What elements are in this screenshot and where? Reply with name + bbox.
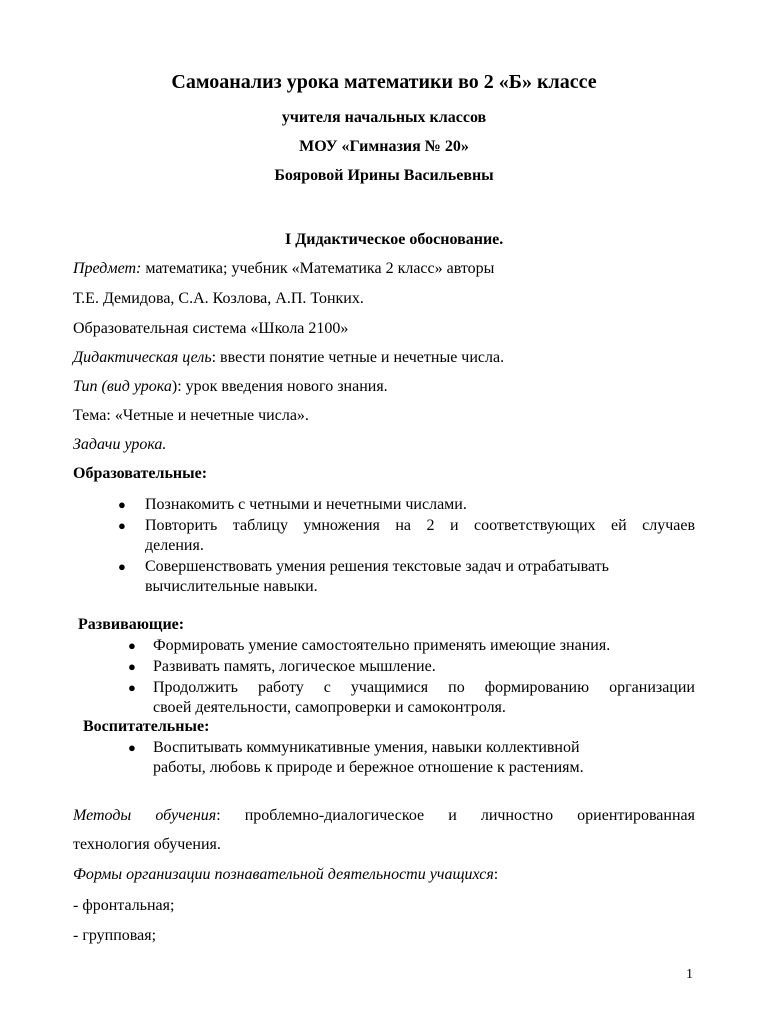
subject-line [73,259,494,279]
methods-label: Методы обучения [73,807,217,824]
list-item: Формировать умение самостоятельно применять имеющие знания. [153,637,611,654]
goal-label: Дидактическая цель [73,349,212,366]
list-item: Развивать память, логическое мышление. [153,658,436,675]
list-item: Повторить таблицу умножения на 2 и соответствующих ей случаев [145,517,695,534]
methods-continuation: технология обучения. [73,836,221,853]
forms-label: Формы организации познавательной деятельности учащихся [73,866,494,883]
forms-colon: : [493,866,499,883]
theme-line: Тема: «Четные и нечетные числа». [73,407,309,424]
upbringing-heading: Воспитательные: [83,718,210,735]
methods-text: : проблемно-диалогическое и личностно ориентированная [216,807,695,824]
page-number: 1 [686,967,693,982]
teacher-name: Бояровой Ирины Васильевны [274,167,494,184]
subject-text: математика; учебник «Математика 2 класс» авторы [141,260,495,277]
bullet-icon: ● [128,659,136,674]
list-item: Совершенствовать умения решения текстовые задач и отрабатывать [145,558,609,575]
bullet-icon: ● [128,680,136,695]
list-item-continuation: вычислительные навыки. [145,578,318,595]
lesson-type-text: ): урок введения нового знания. [171,378,388,395]
goal-text: : ввести понятие четные и нечетные числа. [211,349,505,366]
lesson-type-label: Тип (вид урока [73,378,172,395]
tasks-label: Задачи урока. [73,436,167,453]
list-item: - фронтальная; [73,897,175,914]
list-item: Продолжить работу с учащимися по формированию организации [153,679,695,696]
list-item: Познакомить с четными и нечетными числами. [145,496,467,513]
bullet-icon: ● [118,518,126,533]
list-item-continuation: деления. [145,537,204,554]
educational-heading: Образовательные: [73,465,208,482]
bullet-icon: ● [128,740,136,755]
teacher-role: учителя начальных классов [281,109,487,126]
section-heading: I Дидактическое обоснование. [285,231,504,248]
authors-line: Т.Е. Демидова, С.А. Козлова, А.П. Тонких. [73,290,364,307]
goal-line [73,348,504,368]
lesson-type-line [73,377,388,397]
developing-heading: Развивающие: [78,616,185,633]
education-system: Образовательная система «Школа 2100» [73,320,349,337]
subject-label: Предмет: [73,260,142,277]
bullet-icon: ● [128,638,136,653]
list-item-continuation: работы, любовь к природе и бережное отношение к растениям. [153,759,584,776]
forms-line [73,865,498,885]
bullet-icon: ● [118,559,126,574]
school-name: МОУ «Гимназия № 20» [299,138,469,155]
methods-line [73,806,695,826]
list-item: Воспитывать коммуникативные умения, навыки коллективной [153,739,580,756]
bullet-icon: ● [118,497,126,512]
list-item: - групповая; [73,927,157,944]
document-title: Самоанализ урока математики во 2 «Б» классе [171,71,597,93]
list-item-continuation: своей деятельности, самопроверки и самоконтроля. [153,699,506,716]
